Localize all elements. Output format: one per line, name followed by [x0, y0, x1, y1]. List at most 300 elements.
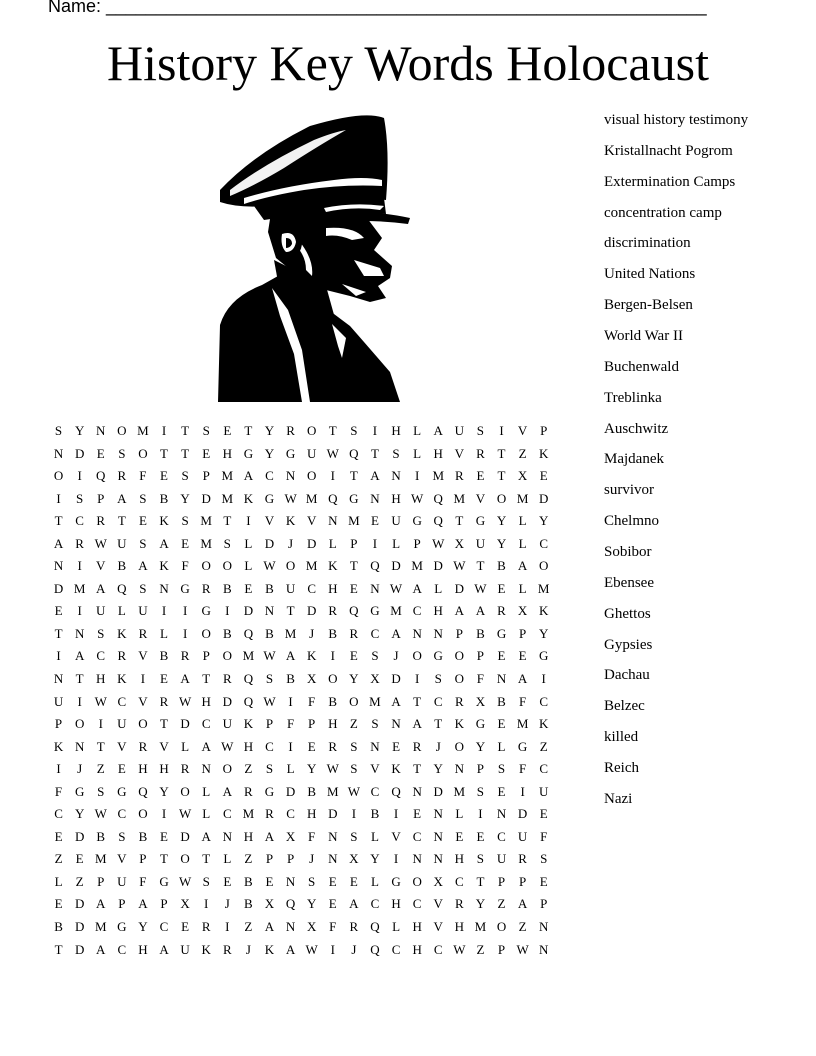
- grid-letter: W: [326, 445, 339, 461]
- grid-letter: A: [285, 941, 296, 957]
- grid-letter: T: [413, 693, 422, 709]
- grid-row: [48, 465, 554, 488]
- grid-letter: N: [53, 445, 64, 461]
- grid-letter: E: [117, 761, 126, 777]
- grid-letter: O: [138, 806, 148, 822]
- grid-letter: Z: [244, 761, 253, 777]
- grid-letter: N: [96, 423, 106, 438]
- grid-letter: M: [73, 580, 86, 596]
- grid-letter: F: [181, 558, 189, 574]
- grid-letter: N: [370, 490, 380, 506]
- grid-letter: A: [264, 828, 275, 844]
- grid-letter: O: [454, 648, 465, 664]
- grid-letter: D: [517, 806, 528, 822]
- grid-letter: B: [54, 919, 63, 935]
- grid-letter: U: [496, 851, 507, 867]
- grid-row: [48, 488, 554, 511]
- grid-letter: S: [202, 423, 210, 438]
- grid-letter: Y: [496, 513, 507, 529]
- grid-letter: V: [159, 738, 169, 754]
- grid-letter: K: [539, 603, 549, 619]
- grid-row: [48, 848, 554, 871]
- word-list-item: Majdanek: [604, 451, 664, 468]
- grid-letter: E: [349, 580, 358, 596]
- grid-letter: S: [139, 490, 147, 506]
- grid-letter: E: [223, 873, 232, 889]
- grid-letter: P: [518, 873, 527, 889]
- grid-letter: S: [434, 671, 442, 687]
- grid-letter: V: [517, 423, 528, 438]
- grid-letter: O: [349, 693, 359, 709]
- grid-letter: C: [539, 535, 549, 551]
- grid-letter: Z: [518, 919, 527, 935]
- grid-letter: C: [412, 603, 422, 619]
- grid-row: [48, 533, 554, 556]
- grid-letter: Q: [96, 468, 106, 484]
- grid-letter: W: [432, 535, 445, 551]
- grid-letter: P: [476, 761, 485, 777]
- grid-letter: E: [307, 738, 316, 754]
- grid-letter: T: [476, 873, 485, 889]
- grid-letter: N: [391, 716, 401, 732]
- grid-letter: S: [118, 445, 126, 461]
- grid-letter: A: [454, 603, 465, 619]
- grid-letter: N: [433, 851, 443, 867]
- grid-letter: K: [117, 625, 127, 641]
- grid-letter: I: [225, 919, 230, 935]
- grid-letter: M: [242, 806, 255, 822]
- grid-row: [48, 691, 554, 714]
- grid-letter: S: [223, 535, 231, 551]
- grid-letter: D: [222, 693, 232, 709]
- grid-letter: D: [306, 535, 317, 551]
- grid-letter: N: [328, 828, 338, 844]
- grid-letter: D: [539, 490, 549, 506]
- grid-letter: I: [288, 693, 293, 709]
- grid-letter: C: [159, 919, 169, 935]
- grid-letter: U: [391, 513, 401, 529]
- grid-letter: Z: [497, 896, 506, 912]
- grid-letter: C: [117, 693, 127, 709]
- grid-letter: C: [117, 806, 127, 822]
- grid-letter: L: [286, 761, 295, 777]
- grid-letter: Y: [475, 896, 486, 912]
- grid-letter: A: [222, 783, 232, 799]
- grid-letter: L: [413, 423, 422, 438]
- grid-letter: N: [201, 761, 211, 777]
- grid-letter: Q: [433, 490, 443, 506]
- grid-letter: A: [517, 896, 528, 912]
- grid-letter: A: [138, 896, 148, 912]
- grid-letter: O: [74, 716, 85, 732]
- grid-letter: D: [433, 783, 443, 799]
- word-list-item: Gypsies: [604, 636, 653, 653]
- grid-letter: E: [539, 873, 548, 889]
- word-list-item: Treblinka: [604, 389, 662, 406]
- grid-letter: M: [516, 490, 529, 506]
- grid-letter: S: [371, 648, 379, 664]
- grid-letter: P: [497, 941, 506, 957]
- grid-letter: F: [540, 828, 548, 844]
- grid-letter: Y: [496, 535, 507, 551]
- grid-letter: H: [391, 896, 401, 912]
- grid-letter: W: [474, 580, 487, 596]
- word-list-item: Chelmno: [604, 513, 659, 530]
- grid-letter: W: [263, 648, 276, 664]
- grid-letter: W: [453, 558, 466, 574]
- grid-letter: R: [497, 603, 506, 619]
- grid-letter: A: [243, 468, 254, 484]
- grid-letter: E: [497, 716, 506, 732]
- grid-letter: I: [499, 423, 504, 438]
- grid-letter: G: [74, 783, 85, 799]
- grid-letter: K: [328, 558, 338, 574]
- grid-letter: W: [516, 941, 529, 957]
- grid-letter: S: [350, 423, 358, 438]
- grid-letter: P: [265, 716, 274, 732]
- grid-letter: U: [117, 716, 127, 732]
- grid-letter: H: [96, 671, 106, 687]
- grid-letter: M: [432, 468, 445, 484]
- word-list-item: Kristallnacht Pogrom: [604, 142, 733, 159]
- grid-letter: P: [286, 851, 295, 867]
- grid-letter: N: [159, 580, 169, 596]
- grid-letter: T: [96, 738, 105, 754]
- grid-letter: W: [453, 941, 466, 957]
- grid-letter: I: [372, 535, 378, 551]
- grid-letter: P: [497, 873, 506, 889]
- grid-letter: C: [412, 828, 422, 844]
- grid-letter: A: [349, 896, 359, 912]
- grid-letter: E: [370, 513, 379, 529]
- grid-letter: L: [392, 535, 401, 551]
- grid-letter: J: [435, 738, 441, 754]
- grid-letter: K: [159, 513, 169, 529]
- grid-letter: C: [433, 693, 443, 709]
- grid-letter: X: [475, 693, 486, 709]
- grid-letter: P: [118, 896, 126, 912]
- grid-letter: O: [138, 445, 148, 461]
- grid-letter: B: [286, 671, 295, 687]
- grid-letter: G: [349, 490, 359, 506]
- grid-letter: Z: [96, 761, 105, 777]
- grid-letter: D: [180, 828, 190, 844]
- grid-letter: X: [306, 671, 317, 687]
- grid-letter: V: [117, 738, 127, 754]
- grid-letter: Q: [349, 445, 359, 461]
- grid-letter: B: [328, 625, 338, 641]
- grid-letter: I: [161, 603, 167, 619]
- grid-letter: J: [288, 535, 294, 551]
- grid-letter: S: [371, 716, 379, 732]
- grid-letter: I: [182, 603, 188, 619]
- grid-letter: R: [328, 738, 338, 754]
- grid-letter: W: [94, 535, 107, 551]
- grid-letter: C: [391, 941, 401, 957]
- grid-letter: W: [178, 806, 192, 822]
- grid-letter: S: [202, 873, 210, 889]
- grid-letter: O: [201, 625, 211, 641]
- grid-letter: X: [517, 603, 528, 619]
- grid-letter: Z: [244, 851, 253, 867]
- grid-letter: Q: [243, 671, 254, 687]
- grid-letter: Q: [370, 941, 380, 957]
- word-list-item: Dachau: [604, 667, 650, 684]
- grid-letter: D: [53, 580, 64, 596]
- grid-letter: T: [117, 513, 126, 529]
- grid-letter: V: [96, 558, 106, 574]
- grid-letter: S: [350, 761, 358, 777]
- grid-letter: T: [244, 423, 253, 438]
- grid-row: [48, 758, 554, 781]
- grid-letter: U: [539, 783, 549, 799]
- grid-letter: C: [222, 806, 232, 822]
- grid-letter: M: [137, 423, 149, 438]
- grid-letter: V: [370, 761, 380, 777]
- grid-letter: B: [222, 580, 232, 596]
- grid-letter: B: [222, 625, 232, 641]
- grid-letter: Y: [370, 851, 380, 867]
- grid-letter: N: [496, 806, 507, 822]
- grid-letter: Y: [180, 490, 190, 506]
- grid-letter: F: [54, 783, 63, 799]
- word-list-item: Reich: [604, 760, 639, 777]
- grid-letter: I: [56, 490, 61, 506]
- grid-letter: P: [54, 716, 63, 732]
- grid-letter: B: [370, 806, 380, 822]
- grid-letter: T: [75, 671, 84, 687]
- grid-letter: X: [306, 919, 317, 935]
- word-list-item: Nazi: [604, 790, 633, 807]
- grid-letter: L: [202, 783, 211, 799]
- grid-letter: S: [350, 828, 358, 844]
- grid-letter: H: [433, 603, 443, 619]
- grid-letter: I: [98, 716, 103, 732]
- grid-letter: A: [391, 625, 401, 641]
- grid-letter: I: [330, 648, 335, 664]
- grid-letter: T: [497, 445, 506, 461]
- grid-letter: C: [539, 693, 549, 709]
- grid-letter: K: [53, 738, 64, 754]
- grid-letter: U: [517, 828, 528, 844]
- grid-letter: B: [138, 828, 148, 844]
- grid-letter: S: [181, 468, 189, 484]
- word-list-item: Extermination Camps: [604, 173, 736, 190]
- grid-letter: H: [222, 445, 232, 461]
- grid-letter: V: [306, 513, 317, 529]
- grid-letter: C: [54, 806, 63, 822]
- grid-letter: J: [77, 761, 83, 777]
- grid-letter: B: [497, 558, 506, 574]
- grid-letter: E: [497, 580, 506, 596]
- grid-letter: R: [159, 693, 169, 709]
- grid-letter: B: [244, 873, 253, 889]
- grid-letter: M: [474, 919, 487, 935]
- grid-letter: N: [391, 468, 401, 484]
- grid-letter: K: [243, 490, 254, 506]
- grid-letter: R: [412, 738, 422, 754]
- grid-letter: I: [393, 851, 399, 867]
- grid-letter: E: [181, 919, 190, 935]
- grid-letter: P: [308, 716, 316, 732]
- word-list-item: Buchenwald: [604, 358, 679, 375]
- grid-letter: R: [180, 648, 190, 664]
- word-list-item: United Nations: [604, 266, 696, 283]
- grid-letter: A: [201, 738, 211, 754]
- grid-letter: G: [370, 603, 380, 619]
- grid-letter: Z: [349, 716, 358, 732]
- grid-letter: M: [537, 580, 550, 596]
- grid-letter: S: [139, 535, 147, 551]
- grid-letter: H: [159, 761, 169, 777]
- grid-letter: W: [178, 693, 192, 709]
- grid-letter: L: [117, 603, 126, 619]
- grid-letter: N: [412, 783, 422, 799]
- grid-letter: S: [392, 445, 400, 461]
- grid-letter: T: [434, 716, 443, 732]
- grid-letter: G: [412, 513, 422, 529]
- grid-letter: L: [160, 625, 168, 641]
- grid-letter: S: [97, 783, 105, 799]
- grid-letter: S: [350, 738, 358, 754]
- grid-letter: P: [160, 896, 168, 912]
- grid-letter: U: [285, 580, 296, 596]
- grid-letter: E: [497, 783, 506, 799]
- grid-letter: W: [347, 783, 360, 799]
- grid-letter: Q: [370, 558, 380, 574]
- grid-letter: O: [222, 648, 232, 664]
- grid-letter: N: [285, 873, 296, 889]
- grid-letter: U: [138, 603, 148, 619]
- grid-row: [48, 578, 554, 601]
- grid-letter: E: [265, 873, 274, 889]
- grid-letter: A: [138, 558, 148, 574]
- grid-letter: I: [478, 806, 483, 822]
- grid-letter: D: [74, 828, 85, 844]
- grid-letter: E: [476, 828, 485, 844]
- word-list-item: Bergen-Belsen: [604, 297, 693, 314]
- grid-letter: S: [54, 423, 63, 438]
- grid-letter: O: [328, 671, 338, 687]
- grid-letter: P: [97, 873, 105, 889]
- grid-letter: G: [475, 513, 486, 529]
- grid-letter: D: [243, 603, 254, 619]
- grid-letter: M: [516, 716, 529, 732]
- grid-letter: I: [77, 468, 82, 484]
- grid-letter: R: [454, 468, 464, 484]
- grid-letter: G: [475, 716, 486, 732]
- grid-letter: L: [518, 535, 527, 551]
- grid-letter: E: [497, 648, 506, 664]
- grid-letter: B: [497, 693, 506, 709]
- grid-letter: Y: [306, 761, 317, 777]
- grid-letter: P: [540, 423, 548, 438]
- grid-letter: D: [74, 941, 85, 957]
- grid-letter: N: [433, 806, 443, 822]
- grid-letter: Q: [138, 783, 148, 799]
- grid-letter: D: [433, 558, 443, 574]
- grid-letter: W: [94, 806, 107, 822]
- grid-letter: J: [245, 941, 251, 957]
- grid-letter: L: [370, 873, 379, 889]
- grid-letter: K: [539, 445, 549, 461]
- grid-row: [48, 871, 554, 894]
- grid-letter: H: [306, 806, 317, 822]
- grid-letter: K: [264, 941, 275, 957]
- grid-letter: L: [455, 806, 464, 822]
- grid-letter: V: [433, 896, 443, 912]
- grid-letter: L: [244, 558, 253, 574]
- grid-letter: W: [94, 693, 107, 709]
- grid-letter: H: [138, 761, 148, 777]
- grid-letter: A: [74, 648, 85, 664]
- grid-letter: N: [285, 468, 296, 484]
- grid-letter: Z: [476, 941, 485, 957]
- grid-letter: S: [76, 490, 84, 506]
- grid-letter: W: [389, 580, 403, 596]
- grid-letter: R: [454, 693, 464, 709]
- grid-letter: T: [160, 716, 168, 732]
- word-list-item: Belzec: [604, 698, 645, 715]
- grid-letter: R: [222, 941, 232, 957]
- grid-letter: W: [305, 941, 318, 957]
- grid-letter: O: [306, 423, 317, 438]
- grid-letter: H: [138, 941, 148, 957]
- grid-letter: N: [454, 761, 465, 777]
- word-list-item: concentration camp: [604, 204, 722, 221]
- grid-letter: J: [393, 648, 399, 664]
- grid-letter: A: [96, 580, 106, 596]
- page-title: History Key Words Holocaust: [107, 35, 709, 91]
- grid-letter: O: [454, 671, 465, 687]
- grid-letter: R: [138, 738, 148, 754]
- grid-letter: I: [288, 738, 293, 754]
- grid-letter: I: [140, 671, 146, 687]
- grid-letter: C: [433, 941, 443, 957]
- grid-letter: V: [391, 828, 401, 844]
- grid-letter: R: [518, 851, 527, 867]
- grid-letter: A: [159, 535, 169, 551]
- grid-letter: B: [307, 783, 316, 799]
- grid-letter: Y: [138, 919, 148, 935]
- grid-letter: X: [349, 851, 359, 867]
- grid-letter: P: [350, 535, 358, 551]
- grid-letter: A: [201, 828, 211, 844]
- grid-letter: I: [351, 806, 357, 822]
- grid-letter: T: [328, 423, 337, 438]
- grid-letter: F: [518, 693, 527, 709]
- grid-letter: K: [243, 716, 254, 732]
- grid-letter: E: [54, 603, 63, 619]
- grid-letter: K: [454, 716, 465, 732]
- grid-letter: E: [96, 445, 105, 461]
- word-list-item: Sobibor: [604, 544, 652, 561]
- grid-letter: I: [77, 693, 82, 709]
- grid-letter: G: [285, 445, 296, 461]
- grid-letter: R: [138, 625, 148, 641]
- grid-letter: Y: [264, 445, 275, 461]
- grid-letter: E: [75, 851, 84, 867]
- grid-letter: A: [517, 558, 528, 574]
- grid-row: [48, 916, 554, 939]
- grid-letter: S: [476, 783, 485, 799]
- grid-letter: A: [264, 919, 275, 935]
- grid-letter: G: [539, 648, 549, 664]
- grid-letter: W: [411, 490, 424, 506]
- grid-letter: I: [393, 806, 399, 822]
- grid-letter: C: [286, 806, 295, 822]
- grid-letter: Q: [370, 919, 380, 935]
